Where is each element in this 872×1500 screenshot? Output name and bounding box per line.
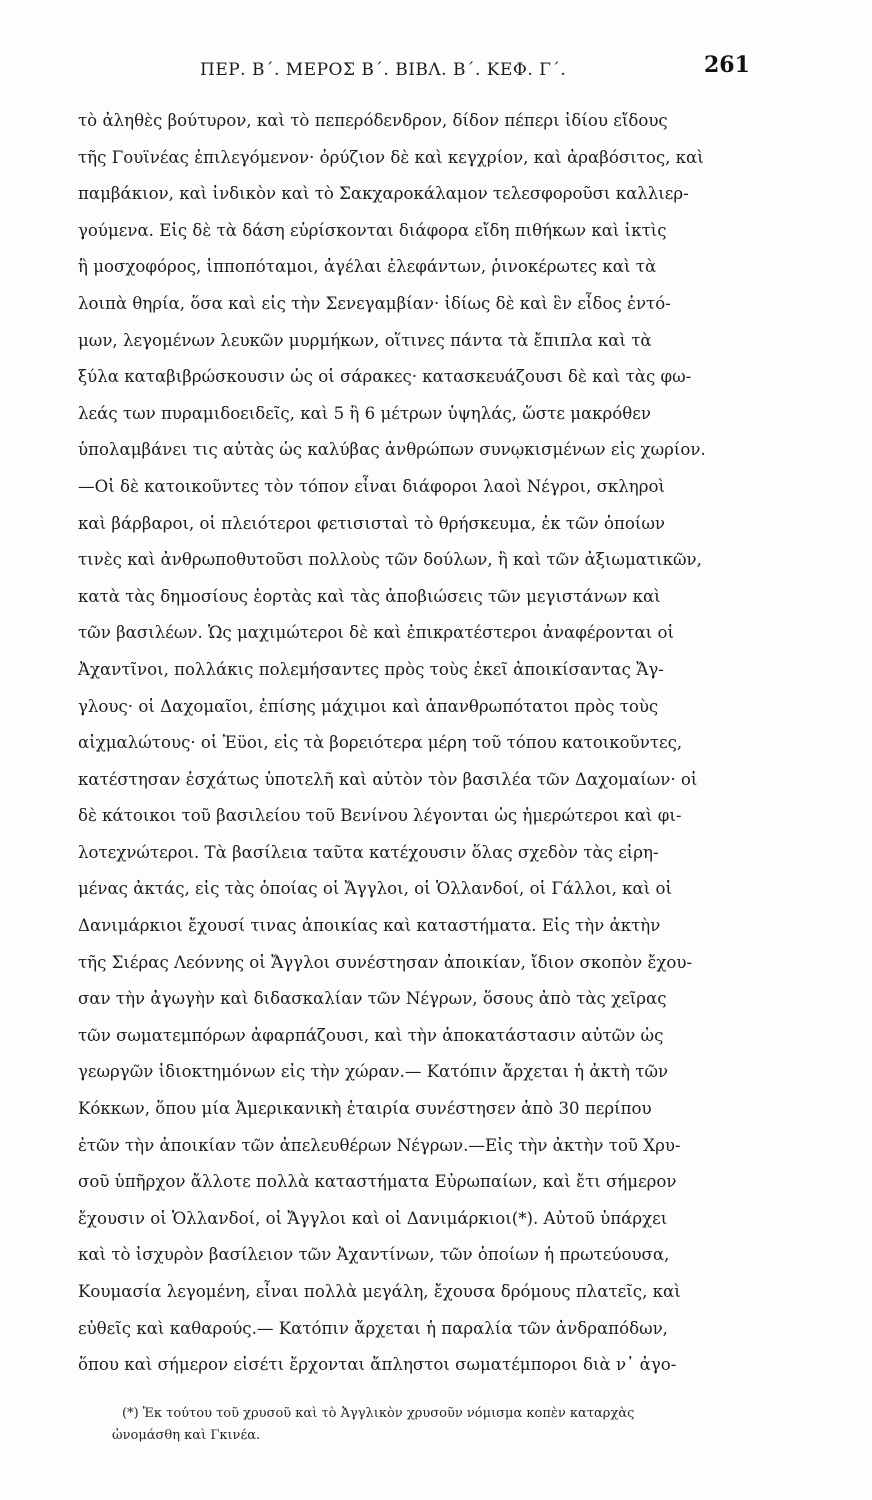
text-line: ξύλα καταβιβρώσκουσιν ὡς οἱ σάρακες· κατασκευάζουσι δὲ καὶ τὰς φω- bbox=[78, 367, 692, 387]
text-line: μων, λεγομένων λευκῶν μυρμήκων, οἵτινες πάντα τὰ ἔπιπλα καὶ τὰ bbox=[78, 330, 652, 350]
text-line: γλους· οἱ Δαχομαῖοι, ἐπίσης μάχιμοι καὶ ἀπανθρωπότατοι πρὸς τοὺς bbox=[78, 696, 659, 716]
text-line: τῆς Σιέρας Λεόννης οἱ Ἄγγλοι συνέστησαν ἀποικίαν, ἴδιον σκοπὸν ἔχου- bbox=[78, 952, 693, 972]
body-text bbox=[78, 103, 790, 1384]
text-line: ἔχουσιν οἱ Ὁλλανδοί, οἱ Ἄγγλοι καὶ οἱ Δανιμάρκιοι(*). Αὐτοῦ ὑπάρχει bbox=[78, 1208, 668, 1228]
text-line: σαν τὴν ἀγωγὴν καὶ διδασκαλίαν τῶν Νέγρων, ὅσους ἀπὸ τὰς χεῖρας bbox=[78, 989, 667, 1009]
text-line: Κουμασία λεγομένη, εἶναι πολλὰ μεγάλη, ἔχουσα δρόμους πλατεῖς, καὶ bbox=[78, 1282, 681, 1301]
text-line: τῆς Γουϊνέας ἐπιλεγόμενον· ὀρύζιον δὲ καὶ κεγχρίον, καὶ ἀραβόσιτος, καὶ bbox=[78, 147, 704, 167]
text-line: ἐτῶν τὴν ἀποικίαν τῶν ἀπελευθέρων Νέγρων.—Εἰς τὴν ἀκτὴν τοῦ Χρυ- bbox=[78, 1135, 681, 1155]
text-line: μένας ἀκτάς, εἰς τὰς ὁποίας οἱ Ἄγγλοι, οἱ Ὁλλανδοί, οἱ Γάλλοι, καὶ οἱ bbox=[78, 879, 673, 899]
text-line: λοτεχνώτεροι. Τὰ βασίλεια ταῦτα κατέχουσιν ὅλας σχεδὸν τὰς εἰρη- bbox=[78, 842, 659, 862]
text-line: Κόκκων, ὅπου μία Ἀμερικανικὴ ἑταιρία συνέστησεν ἀπὸ 30 περίπου bbox=[78, 1099, 652, 1119]
text-line: σοῦ ὑπῆρχον ἄλλοτε πολλὰ καταστήματα Εὐρωπαίων, καὶ ἔτι σήμερον bbox=[78, 1172, 677, 1192]
text-line: τῶν σωματεμπόρων ἀφαρπάζουσι, καὶ τὴν ἀποκατάστασιν αὐτῶν ὡς bbox=[78, 1025, 664, 1045]
text-line: Δανιμάρκιοι ἔχουσί τινας ἀποικίας καὶ καταστήματα. Εἰς τὴν ἀκτὴν bbox=[78, 916, 661, 936]
text-line: γεωργῶν ἰδιοκτημόνων εἰς τὴν χώραν.— Κατόπιν ἄρχεται ἡ ἀκτὴ τῶν bbox=[78, 1062, 669, 1082]
text-line: καὶ τὸ ἰσχυρὸν βασίλειον τῶν Ἀχαντίνων, τῶν ὁποίων ἡ πρωτεύουσα, bbox=[78, 1245, 670, 1265]
text-line: ὅπου καὶ σήμερον εἰσέτι ἔρχονται ἄπληστοι σωματέμποροι διὰ ν᾽ ἀγο- bbox=[78, 1355, 677, 1375]
text-line: κατὰ τὰς δημοσίους ἑορτὰς καὶ τὰς ἀποβιώσεις τῶν μεγιστάνων καὶ bbox=[78, 586, 661, 606]
text-line: γούμενα. Εἰς δὲ τὰ δάση εὑρίσκονται διάφορα εἴδη πιθήκων καὶ ἰκτὶς bbox=[78, 220, 667, 240]
footnote-line: (*) Ἐκ τούτου τοῦ χρυσοῦ καὶ τὸ Ἀγγλικὸν χρυσοῦν νόμισμα κοπὲν καταρχὰς bbox=[122, 1406, 635, 1421]
text-line: λεάς των πυραμιδοειδεῖς, καὶ 5 ἢ 6 μέτρων ὑψηλάς, ὥστε μακρόθεν bbox=[78, 403, 651, 423]
text-line: αἰχμαλώτους· οἱ Ἐϋοι, εἰς τὰ βορειότερα μέρη τοῦ τόπου κατοικοῦντες, bbox=[78, 733, 683, 753]
footnote-line: ὠνομάσθη καὶ Γκινέα. bbox=[112, 1428, 261, 1443]
text-line: εὐθεῖς καὶ καθαρούς.— Κατόπιν ἄρχεται ἡ παραλία τῶν ἀνδραπόδων, bbox=[78, 1318, 668, 1338]
text-line: Ἀχαντῖνοι, πολλάκις πολεμήσαντες πρὸς τοὺς ἐκεῖ ἀποικίσαντας Ἄγ- bbox=[78, 659, 664, 679]
text-line: τινὲς καὶ ἀνθρωποθυτοῦσι πολλοὺς τῶν δούλων, ἢ καὶ τῶν ἀξιωματικῶν, bbox=[78, 550, 702, 570]
text-line: ἢ μοσχοφόρος, ἱπποπόταμοι, ἀγέλαι ἐλεφάντων, ῥινοκέρωτες καὶ τὰ bbox=[78, 257, 657, 277]
text-line: —Οἱ δὲ κατοικοῦντες τὸν τόπον εἶναι διάφοροι λαοὶ Νέγροι, σκληροὶ bbox=[78, 476, 665, 496]
footnotes bbox=[112, 1403, 812, 1447]
text-line: ὑπολαμβάνει τις αὐτὰς ὡς καλύβας ἀνθρώπων συνῳκισμένων εἰς χωρίον. bbox=[78, 440, 706, 460]
text-line: λοιπὰ θηρία, ὅσα καὶ εἰς τὴν Σενεγαμβίαν· ἰδίως δὲ καὶ ἓν εἶδος ἐντό- bbox=[78, 293, 671, 313]
text-line: καὶ βάρβαροι, οἱ πλειότεροι φετισισταὶ τὸ θρήσκευμα, ἐκ τῶν ὁποίων bbox=[78, 513, 666, 533]
text-line: παμβάκιον, καὶ ἰνδικὸν καὶ τὸ Σακχαροκάλαμον τελεσφοροῦσι καλλιερ- bbox=[78, 184, 689, 204]
text-line: κατέστησαν ἐσχάτως ὑποτελῆ καὶ αὐτὸν τὸν βασιλέα τῶν Δαχομαίων· οἱ bbox=[78, 769, 698, 789]
running-header: ΠΕΡ. Β΄. ΜΕΡΟΣ Β΄. ΒΙΒΛ. Β΄. ΚΕΦ. Γ΄. bbox=[200, 60, 567, 80]
text-line: τῶν βασιλέων. Ὡς μαχιμώτεροι δὲ καὶ ἐπικρατέστεροι ἀναφέρονται οἱ bbox=[78, 623, 674, 643]
text-line: δὲ κάτοικοι τοῦ βασιλείου τοῦ Βενίνου λέγονται ὡς ἡμερώτεροι καὶ φι- bbox=[78, 806, 682, 826]
text-line: τὸ ἀληθὲς βούτυρον, καὶ τὸ πεπερόδενδρον, δίδον πέπερι ἰδίου εἴδους bbox=[78, 111, 668, 130]
page-number: 261 bbox=[704, 52, 750, 78]
